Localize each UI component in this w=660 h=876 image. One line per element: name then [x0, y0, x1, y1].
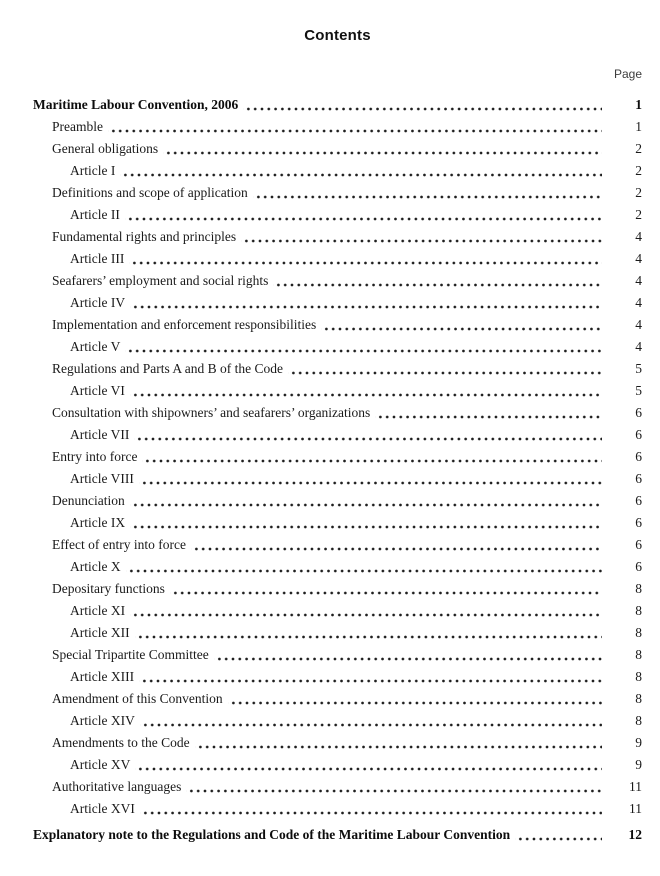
toc-row	[33, 490, 642, 512]
toc-page-number: 8	[635, 647, 642, 662]
toc-row	[33, 446, 642, 468]
toc-page-number: 8	[635, 691, 642, 706]
toc-entry-title: Maritime Labour Convention, 2006	[33, 97, 239, 112]
toc-page-number: 2	[635, 185, 642, 200]
toc-page-number: 8	[635, 669, 642, 684]
dot-leader	[253, 182, 602, 204]
toc-row	[33, 776, 642, 798]
page-column-label: Page	[613, 67, 642, 81]
toc-entry-title: Fundamental rights and principles	[52, 229, 237, 244]
dot-leader	[191, 534, 602, 556]
toc-entry-title: Depositary functions	[52, 581, 165, 596]
toc-row	[33, 204, 642, 226]
toc-page-number: 6	[635, 427, 642, 442]
dot-leader	[273, 270, 602, 292]
toc-row	[33, 402, 642, 424]
table-of-contents	[33, 94, 642, 846]
toc-entry-title: Regulations and Parts A and B of the Code	[52, 361, 283, 376]
toc-entry-title: Article XI	[70, 603, 126, 618]
toc-page-number: 6	[635, 559, 642, 574]
toc-entry-title: Article V	[70, 339, 121, 354]
dot-leader	[515, 824, 602, 846]
toc-page-number: 4	[635, 251, 642, 266]
toc-entry-title: Article IV	[70, 295, 126, 310]
toc-row	[33, 600, 642, 622]
toc-row	[33, 248, 642, 270]
toc-entry-title: General obligations	[52, 141, 159, 156]
dot-leader	[135, 622, 602, 644]
dot-leader	[241, 226, 602, 248]
toc-entry-title: Article I	[70, 163, 116, 178]
toc-page-number: 11	[629, 779, 642, 794]
toc-entry-title: Article XIII	[70, 669, 135, 684]
toc-page-number: 8	[635, 625, 642, 640]
dot-leader	[129, 248, 602, 270]
toc-row	[33, 824, 642, 846]
toc-page-number: 6	[635, 471, 642, 486]
dot-leader	[163, 138, 602, 160]
toc-row	[33, 160, 642, 182]
dot-leader	[321, 314, 602, 336]
dot-leader	[135, 754, 602, 776]
toc-entry-title: Seafarers’ employment and social rights	[52, 273, 269, 288]
toc-entry-title: Amendments to the Code	[52, 735, 190, 750]
dot-leader	[130, 600, 602, 622]
toc-entry-title: Article VI	[70, 383, 125, 398]
dot-leader	[140, 710, 602, 732]
toc-entry-title: Amendment of this Convention	[52, 691, 223, 706]
toc-page-number: 4	[635, 229, 642, 244]
toc-entry-title: Denunciation	[52, 493, 125, 508]
toc-entry-title: Preamble	[52, 119, 103, 134]
toc-row	[33, 292, 642, 314]
dot-leader	[139, 666, 602, 688]
toc-row	[33, 468, 642, 490]
toc-page-number: 4	[635, 273, 642, 288]
toc-row	[33, 798, 642, 820]
dot-leader	[186, 776, 602, 798]
dot-leader	[140, 798, 602, 820]
dot-leader	[130, 512, 602, 534]
dot-leader	[130, 490, 602, 512]
toc-page-number: 1	[635, 119, 642, 134]
toc-row	[33, 644, 642, 666]
dot-leader	[108, 116, 602, 138]
dot-leader	[120, 160, 602, 182]
toc-row	[33, 314, 642, 336]
toc-page-number: 6	[635, 515, 642, 530]
toc-row	[33, 226, 642, 248]
toc-row	[33, 710, 642, 732]
toc-entry-title: Article XV	[70, 757, 131, 772]
toc-row	[33, 380, 642, 402]
toc-page-number: 2	[635, 163, 642, 178]
toc-page-number: 9	[635, 757, 642, 772]
toc-row	[33, 138, 642, 160]
toc-row	[33, 358, 642, 380]
toc-entry-title: Article XVI	[70, 801, 135, 816]
toc-row	[33, 578, 642, 600]
toc-row	[33, 754, 642, 776]
toc-entry-title: Article X	[70, 559, 121, 574]
toc-page-number: 6	[635, 449, 642, 464]
toc-entry-title: Effect of entry into force	[52, 537, 186, 552]
toc-entry-title: Article VIII	[70, 471, 134, 486]
toc-entry-title: Explanatory note to the Regulations and Code of the Maritime Labour Convention	[33, 827, 511, 842]
toc-entry-title: Article XII	[70, 625, 130, 640]
toc-page-number: 5	[635, 361, 642, 376]
toc-row	[33, 534, 642, 556]
dot-leader	[130, 292, 602, 314]
page-title: Contents	[304, 27, 371, 44]
dot-leader	[130, 380, 602, 402]
toc-row	[33, 666, 642, 688]
toc-page-number: 8	[635, 603, 642, 618]
toc-row	[33, 688, 642, 710]
toc-page-number: 2	[635, 141, 642, 156]
toc-page-number: 1	[635, 97, 642, 112]
dot-leader	[375, 402, 602, 424]
toc-row	[33, 336, 642, 358]
toc-row	[33, 270, 642, 292]
toc-page-number: 6	[635, 493, 642, 508]
toc-page-number: 9	[635, 735, 642, 750]
dot-leader	[170, 578, 602, 600]
toc-entry-title: Article II	[70, 207, 120, 222]
toc-row	[33, 512, 642, 534]
toc-row	[33, 182, 642, 204]
toc-row	[33, 732, 642, 754]
toc-entry-title: Implementation and enforcement responsibilities	[52, 317, 317, 332]
dot-leader	[228, 688, 602, 710]
dot-leader	[243, 94, 602, 116]
dot-leader	[134, 424, 602, 446]
toc-row	[33, 622, 642, 644]
toc-row	[33, 116, 642, 138]
toc-row	[33, 424, 642, 446]
toc-entry-title: Entry into force	[52, 449, 138, 464]
toc-page-number: 8	[635, 581, 642, 596]
toc-page-number: 4	[635, 295, 642, 310]
toc-entry-title: Article VII	[70, 427, 130, 442]
toc-page-number: 6	[635, 405, 642, 420]
dot-leader	[125, 204, 602, 226]
toc-entry-title: Article XIV	[70, 713, 135, 728]
toc-entry-title: Article IX	[70, 515, 126, 530]
toc-page-number: 4	[635, 317, 642, 332]
toc-page-number: 6	[635, 537, 642, 552]
dot-leader	[142, 446, 602, 468]
dot-leader	[288, 358, 602, 380]
dot-leader	[139, 468, 602, 490]
toc-page-number: 4	[635, 339, 642, 354]
dot-leader	[214, 644, 602, 666]
toc-entry-title: Authoritative languages	[52, 779, 182, 794]
toc-entry-title: Definitions and scope of application	[52, 185, 248, 200]
toc-page-number: 12	[628, 827, 642, 842]
dot-leader	[126, 556, 602, 578]
toc-row	[33, 94, 642, 116]
toc-page-number: 5	[635, 383, 642, 398]
toc-row	[33, 556, 642, 578]
dot-leader	[125, 336, 602, 358]
toc-page-number: 11	[629, 801, 642, 816]
toc-entry-title: Consultation with shipowners’ and seafarers’ organizations	[52, 405, 371, 420]
toc-page-number: 8	[635, 713, 642, 728]
toc-page-number: 2	[635, 207, 642, 222]
toc-entry-title: Special Tripartite Committee	[52, 647, 209, 662]
dot-leader	[195, 732, 602, 754]
toc-entry-title: Article III	[70, 251, 125, 266]
